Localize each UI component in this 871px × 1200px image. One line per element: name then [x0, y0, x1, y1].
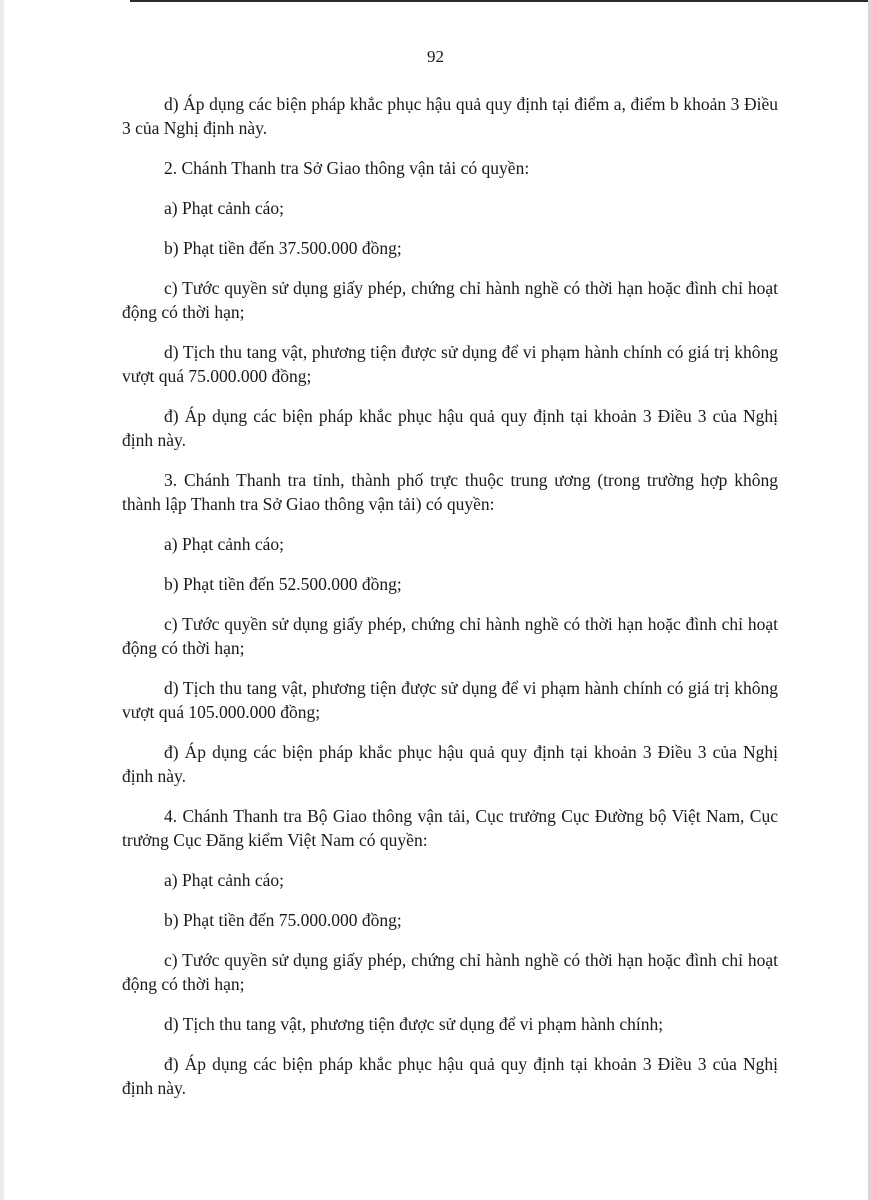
scan-left-edge	[0, 0, 4, 1200]
paragraph-khoan2-c: c) Tước quyền sử dụng giấy phép, chứng chỉ hành nghề có thời hạn hoặc đình chỉ hoạt động có thời hạn;	[122, 278, 778, 322]
paragraph-khoan1-d: d) Áp dụng các biện pháp khắc phục hậu quả quy định tại điểm a, điểm b khoản 3 Điều 3 của Nghị định này.	[122, 94, 778, 138]
paragraph-khoan2-heading: 2. Chánh Thanh tra Sở Giao thông vận tải có quyền:	[164, 158, 530, 178]
scan-top-edge	[130, 0, 871, 2]
paragraph-khoan4-heading: 4. Chánh Thanh tra Bộ Giao thông vận tải, Cục trưởng Cục Đường bộ Việt Nam, Cục trưởng Cục Đăng kiểm Việt Nam có quyền:	[122, 806, 778, 850]
paragraph-khoan2-a: a) Phạt cảnh cáo;	[164, 198, 285, 218]
paragraph-khoan4-c: c) Tước quyền sử dụng giấy phép, chứng chỉ hành nghề có thời hạn hoặc đình chỉ hoạt động có thời hạn;	[122, 950, 778, 994]
paragraph-khoan3-b: b) Phạt tiền đến 52.500.000 đồng;	[164, 574, 402, 594]
paragraph-khoan4-d: d) Tịch thu tang vật, phương tiện được sử dụng để vi phạm hành chính;	[164, 1014, 664, 1034]
paragraph-khoan3-dd: đ) Áp dụng các biện pháp khắc phục hậu quả quy định tại khoản 3 Điều 3 của Nghị định này.	[122, 742, 778, 786]
paragraph-khoan3-heading: 3. Chánh Thanh tra tỉnh, thành phố trực thuộc trung ương (trong trường hợp không thành lập Thanh tra Sở Giao thông vận tải) có quyền:	[122, 470, 778, 514]
paragraph-khoan2-d: d) Tịch thu tang vật, phương tiện được sử dụng để vi phạm hành chính có giá trị không vượt quá 75.000.000 đồng;	[122, 342, 778, 386]
paragraph-khoan2-dd: đ) Áp dụng các biện pháp khắc phục hậu quả quy định tại khoản 3 Điều 3 của Nghị định này.	[122, 406, 778, 450]
paragraph-khoan3-d: d) Tịch thu tang vật, phương tiện được sử dụng để vi phạm hành chính có giá trị không vượt quá 105.000.000 đồng;	[122, 678, 778, 722]
document-body	[122, 92, 778, 1116]
paragraph-khoan2-b: b) Phạt tiền đến 37.500.000 đồng;	[164, 238, 402, 258]
paragraph-khoan3-a: a) Phạt cảnh cáo;	[164, 534, 285, 554]
page-number: 92	[427, 47, 444, 66]
paragraph-khoan4-a: a) Phạt cảnh cáo;	[164, 870, 285, 890]
paragraph-khoan4-b: b) Phạt tiền đến 75.000.000 đồng;	[164, 910, 402, 930]
paragraph-khoan3-c: c) Tước quyền sử dụng giấy phép, chứng chỉ hành nghề có thời hạn hoặc đình chỉ hoạt động có thời hạn;	[122, 614, 778, 658]
paragraph-khoan4-dd: đ) Áp dụng các biện pháp khắc phục hậu quả quy định tại khoản 3 Điều 3 của Nghị định này.	[122, 1054, 778, 1098]
